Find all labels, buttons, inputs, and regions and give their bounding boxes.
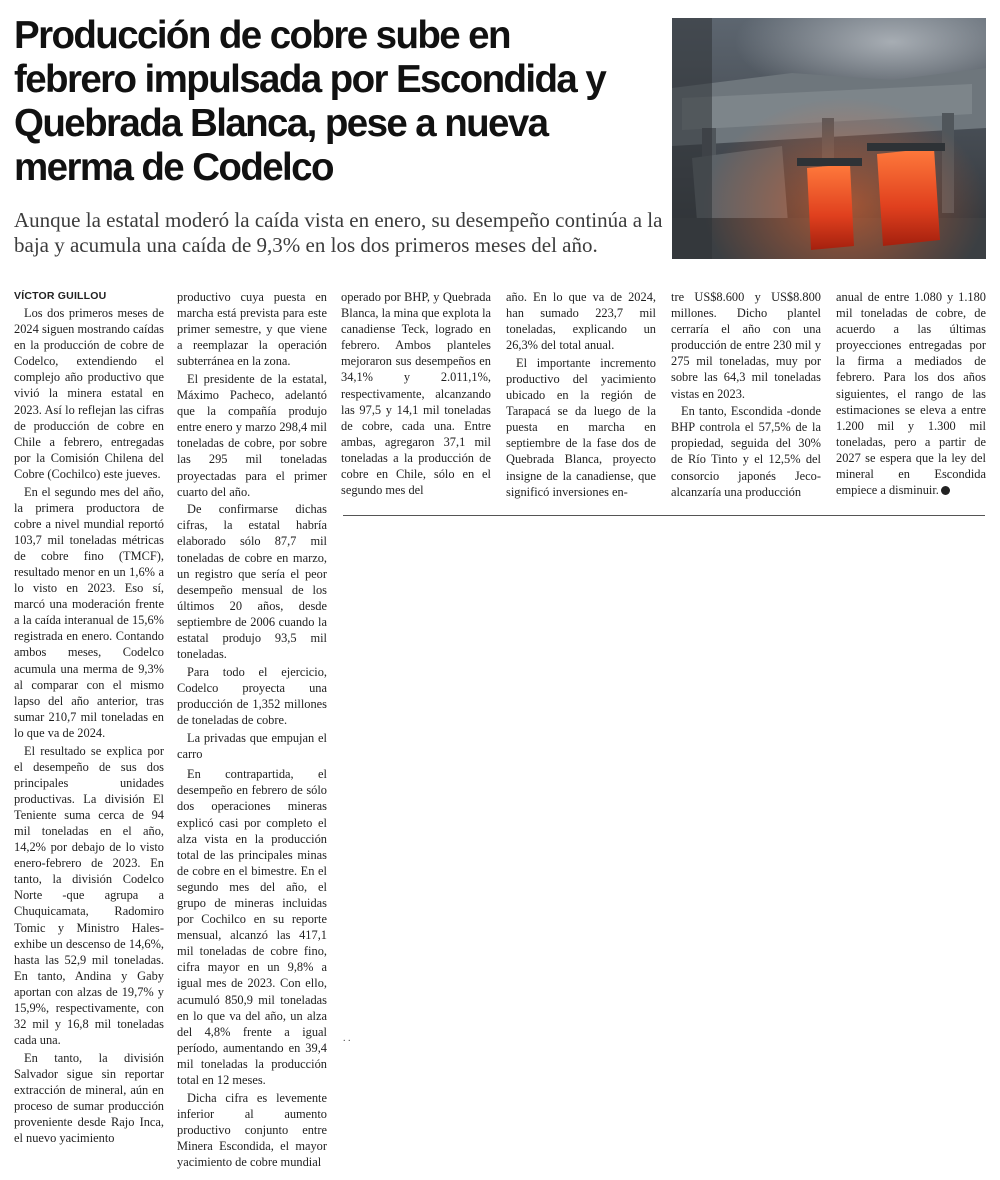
headline-line: febrero impulsada por Escondida y — [14, 58, 606, 101]
paragraph: anual de entre 1.080 y 1.180 mil toneladas de cobre, de acuerdo a las últimas proyecciones entregadas por la firma a mediados de febrero. Para los dos años siguientes, el rango de las estimaciones se eleva a entre 1.200 mil y 1.300 mil toneladas, pero a partir de 2027 se espera que la ley del mineral en Escondida empiece a disminuir. — [836, 290, 986, 498]
subtitle-line: baja y acumula una caída de 9,3% en los dos primeros meses del año. — [14, 233, 598, 257]
paragraph: De confirmarse dichas cifras, la estatal habría elaborado sólo 87,7 mil toneladas de cobre en marzo, un registro que sería el peor desempeño mensual de los últimos 20 años, desde septiembre de 2006 cuando la estatal produjo 93,5 mil toneladas. — [177, 502, 327, 662]
end-of-article-icon — [941, 486, 950, 495]
paragraph: operado por BHP, y Quebrada Blanca, la mina que explota la canadiense Teck, logrado en febrero. Ambos planteles mejoraron sus desempeños en 34,1% y 2.011,1%, respectivamente, alcanzando las 97,5 y 14,1 mil toneladas de cobre, cada una. Entre ambas, agregaron 37,1 mil toneladas a la producción de cobre en Chile, sólo en el segundo mes del — [341, 290, 492, 498]
paragraph: año. En lo que va de 2024, han sumado 223,7 mil toneladas, explicando un 26,3% del total anual. — [506, 290, 656, 353]
headline — [14, 14, 654, 190]
subtitle-line: Aunque la estatal moderó la caída vista en enero, su desempeño continúa a la — [14, 208, 663, 232]
column-divider-rule — [343, 515, 985, 516]
paragraph: tre US$8.600 y US$8.800 millones. Dicho plantel cerraría el año con una producción de entre 230 mil y 275 mil toneladas, muy por sobre las 64,3 mil toneladas vistas en 2023. — [671, 290, 821, 401]
article-column-5 — [671, 289, 821, 501]
paragraph: El importante incremento productivo del yacimiento ubicado en la región de Tarapacá se da luego de la puesta en marcha en septiembre de la fase dos de Quebrada Blanca, proyecto insigne de la canadiense, que significó inversiones en- — [506, 355, 656, 499]
dot-marks: . . — [343, 1033, 351, 1044]
paragraph: Los dos primeros meses de 2024 siguen mostrando caídas en la producción de cobre de Codelco, extendiendo el complejo año productivo que vivió la minera estatal en 2023. Así lo reflejan las cifras de producción de cobre en Chile a febrero, entregadas por la Comisión Chilena del Cobre (Cochilco) este jueves. — [14, 306, 164, 481]
byline: VÍCTOR GUILLOU — [14, 290, 107, 302]
paragraph: En tanto, Escondida -donde BHP controla el 57,5% de la propiedad, seguida del 30% de Río Tinto y el 12,5% del consorcio japonés Jeco- alcanzaría una producción — [671, 404, 821, 499]
article-column-2 — [177, 289, 327, 1172]
paragraph: En tanto, la división Salvador sigue sin reportar extracción de mineral, aún en proceso de sumar producción proveniente desde Rajo Inca, el nuevo yacimiento — [14, 1050, 164, 1146]
photo-illustration — [672, 18, 986, 259]
copper-smelter-photo — [672, 18, 986, 259]
article-column-4 — [506, 289, 656, 501]
article-column-1 — [14, 289, 164, 1148]
headline-line: Quebrada Blanca, pese a nueva — [14, 102, 548, 145]
headline-line: merma de Codelco — [14, 146, 333, 189]
headline-line: Producción de cobre sube en — [14, 14, 510, 57]
article-column-6 — [836, 289, 986, 500]
section-subhead: La privadas que empujan el carro — [177, 731, 327, 762]
paragraph-with-end-mark — [836, 289, 986, 498]
paragraph: En el segundo mes del año, la primera productora de cobre a nivel mundial reportó 103,7 mil toneladas métricas de cobre fino (TMCF), resultado menor en un 1,6% a lo visto en 2023. Eso sí, marcó una moderación frente a la caída interanual de 15,6% registrada en enero. Contando ambos meses, Codelco acumula una merma de 9,3% al comparar con el mismo lapso del año anterior, tras sumar 210,7 mil toneladas en lo que va de 2024. — [14, 484, 164, 740]
paragraph: Dicha cifra es levemente inferior al aumento productivo conjunto entre Minera Escondida, el mayor yacimiento de cobre mundial — [177, 1090, 327, 1169]
paragraph: En contrapartida, el desempeño en febrero de sólo dos operaciones mineras explicó casi por completo el alza vista en la producción total de las principales minas de cobre en el bimestre. En el segundo mes del año, el grupo de mineras incluidas por Cochilco en su reporte mensual, alcanzó las 417,1 mil toneladas de cobre fino, cifra mayor en un 9,8% a igual mes de 2023. Con ello, acumuló 850,9 mil toneladas en lo que va del año, un alza del 4,8% frente a igual período, aumentando en 39,4 mil toneladas la producción total en 12 meses. — [177, 767, 327, 1087]
paragraph: productivo cuya puesta en marcha está prevista para este primer semestre, y que viene a reemplazar la operación subterránea en la zona. — [177, 290, 327, 369]
paragraph: Para todo el ejercicio, Codelco proyecta una producción de 1,352 millones de toneladas de cobre. — [177, 664, 327, 727]
subtitle — [14, 208, 664, 258]
paragraph: El resultado se explica por el desempeño de sus dos principales unidades productivas. La división El Teniente suma cerca de 94 mil toneladas en el año, 14,2% por debajo de lo visto enero-febrero de 2023. En tanto, la división Codelco Norte -que agrupa a Chuquicamata, Radomiro Tomic y Ministro Hales- exhibe un descenso de 14,6%, hasta las 52,9 mil toneladas. En tanto, Andina y Gaby aportan con alzas de 19,7% y 15,9%, respectivamente, con 32 mil y 16,8 mil toneladas cada una. — [14, 743, 164, 1048]
article-column-3 — [341, 289, 491, 500]
paragraph: El presidente de la estatal, Máximo Pacheco, adelantó que la compañía produjo entre enero y marzo 298,4 mil toneladas de cobre, por sobre las 295 mil toneladas proyectadas para el primer cuarto del año. — [177, 371, 327, 499]
